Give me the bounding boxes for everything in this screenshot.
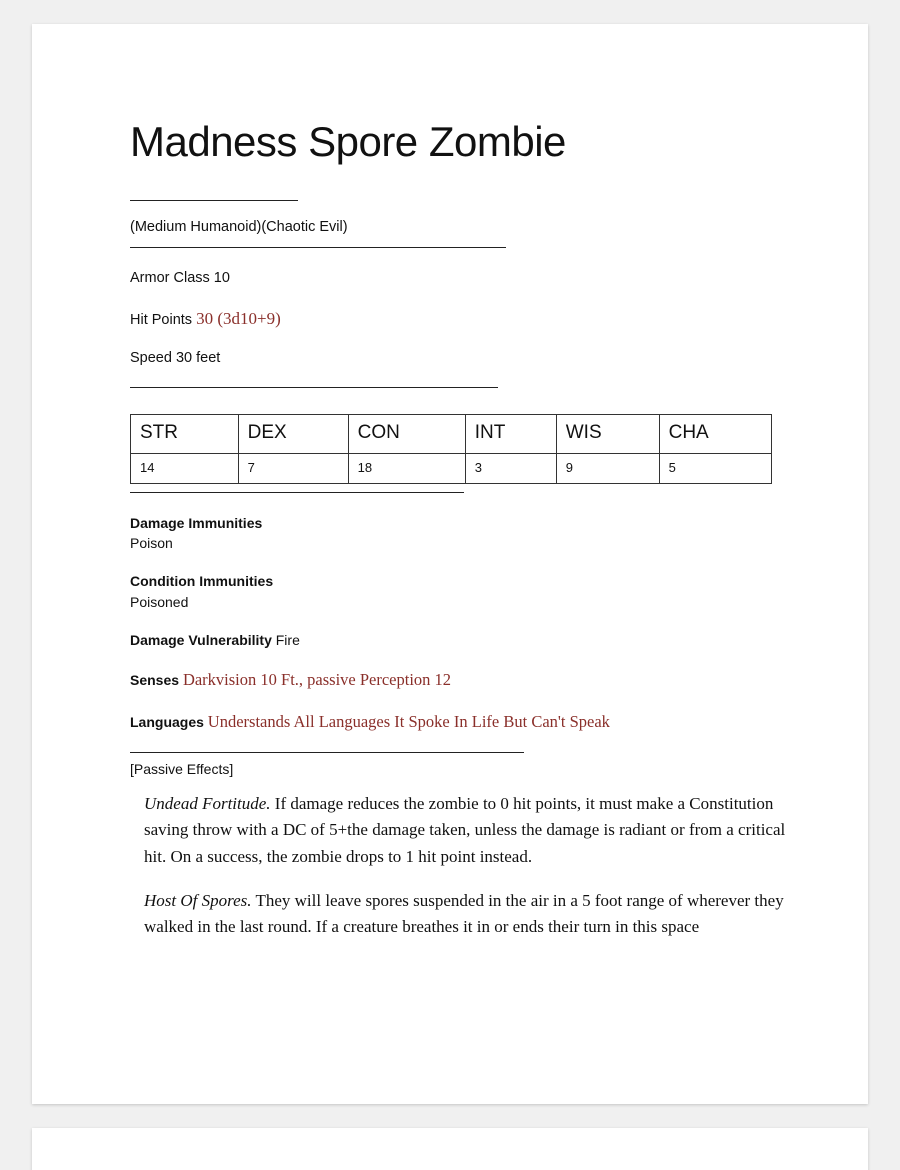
ability-header-str: STR [131,414,239,453]
trait-senses-value: Darkvision 10 Ft., passive Perception 12 [182,670,452,690]
stat-hit-points-value: 30 (3d10+9) [196,308,281,328]
trait-damage-immunities-label: Damage Immunities [130,514,263,531]
stat-hit-points-label: Hit Points [130,311,193,328]
trait-languages [130,710,810,734]
effect-undead-fortitude [130,791,810,870]
effect-undead-fortitude-name: Undead Fortitude. [144,794,271,814]
stat-hit-points [130,307,810,331]
trait-damage-immunities-value: Poison [130,534,173,551]
effect-host-of-spores-name: Host Of Spores. [144,891,252,911]
table-row-values [131,453,772,483]
ability-value-int: 3 [465,453,556,483]
trait-damage-vulnerability-label: Damage Vulnerability [130,631,272,648]
stat-speed-label: Speed [130,350,172,367]
divider-abilities [130,492,464,493]
trait-condition-immunities [130,571,810,612]
divider-subtitle [130,247,506,248]
stat-speed-value: 30 feet [175,350,221,367]
trait-damage-immunities [130,513,810,554]
trait-senses [130,668,810,692]
document-page-1 [32,24,868,1104]
ability-header-dex: DEX [238,414,348,453]
stat-armor-class [130,268,810,288]
table-row-headers [131,414,772,453]
document-page-2 [32,1128,868,1170]
trait-condition-immunities-value: Poisoned [130,593,189,610]
statblock [130,118,810,959]
trait-languages-label: Languages [130,714,204,731]
trait-languages-value: Understands All Languages It Spoke In Life But Can't Speak [207,712,610,732]
effect-host-of-spores-text: They will leave spores suspended in the air in a 5 foot range of wherever they walked in the last round. If a creature breathes it in or ends their turn in this space [144,891,784,937]
stat-armor-class-value: 10 [213,270,230,287]
effect-undead-fortitude-text: If damage reduces the zombie to 0 hit points, it must make a Constitution saving throw with a DC of 5+the damage taken, unless the damage is radiant or from a critical hit. On a success, the zombie drops to 1 hit point instead. [144,794,786,866]
ability-header-con: CON [348,414,465,453]
stat-speed [130,348,810,368]
divider-title [130,200,298,201]
ability-value-wis: 9 [556,453,659,483]
ability-header-cha: CHA [659,414,771,453]
ability-value-dex: 7 [238,453,348,483]
creature-type: (Medium Humanoid)(Chaotic Evil) [130,219,348,235]
trait-senses-label: Senses [130,672,180,689]
ability-value-cha: 5 [659,453,771,483]
stat-armor-class-label: Armor Class [130,270,210,287]
passive-effects-heading: [Passive Effects] [130,761,234,778]
ability-score-table [130,414,772,484]
trait-damage-vulnerability-value: Fire [275,631,300,648]
ability-header-wis: WIS [556,414,659,453]
trait-condition-immunities-label: Condition Immunities [130,573,274,590]
traits-list [130,513,810,734]
ability-header-int: INT [465,414,556,453]
ability-value-str: 14 [131,453,239,483]
ability-value-con: 18 [348,453,465,483]
divider-stats [130,387,498,388]
effect-host-of-spores [130,888,810,941]
page-title: Madness Spore Zombie [130,118,566,165]
trait-damage-vulnerability [130,630,810,650]
divider-traits [130,752,524,753]
